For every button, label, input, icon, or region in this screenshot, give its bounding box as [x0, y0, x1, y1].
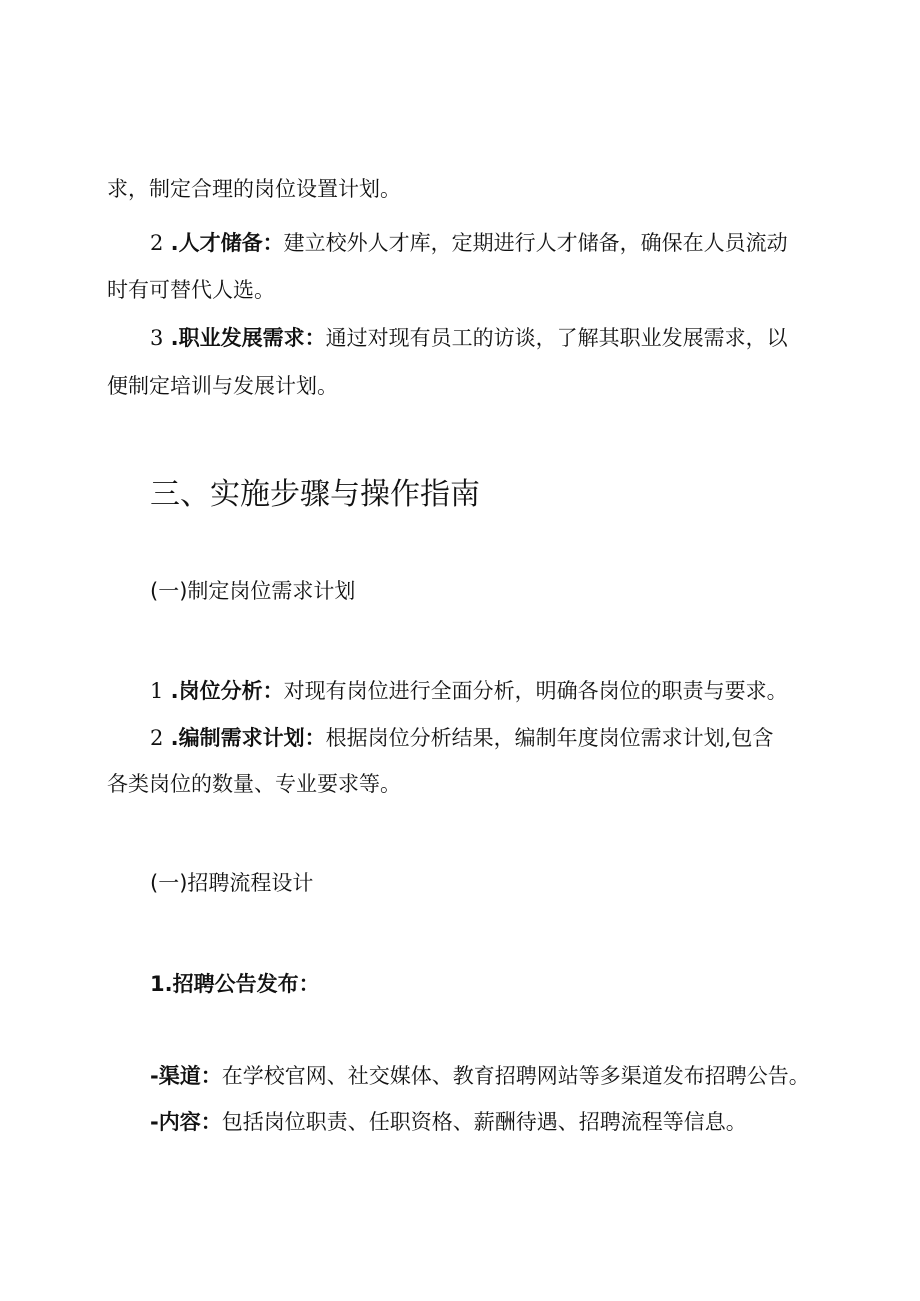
- paragraph-continuation: [0, 175, 920, 203]
- subsection-heading: [0, 869, 920, 897]
- section-title: 三、实施步骤与操作指南: [150, 477, 480, 512]
- list-text-cont: 时有可替代人选。: [107, 278, 275, 302]
- list-item-continuation: [0, 770, 920, 798]
- list-item-recruitment-notice: [0, 970, 920, 998]
- section-heading: [0, 475, 920, 515]
- list-text: 根据岗位分析结果，编制年度岗位需求计划,包含: [325, 726, 774, 750]
- subsection-title: (一)制定岗位需求计划: [150, 579, 356, 603]
- bullet-term: -内容：: [150, 1110, 222, 1134]
- list-item-career-needs: [0, 324, 920, 352]
- bullet-content: [0, 1108, 920, 1136]
- list-text: 通过对现有员工的访谈，了解其职业发展需求，以: [325, 326, 788, 350]
- list-term: 1.招聘公告发布：: [150, 972, 320, 996]
- bullet-term: -渠道：: [150, 1064, 222, 1088]
- list-text-cont: 便制定培训与发展计划。: [107, 374, 338, 398]
- paragraph-text: 求，制定合理的岗位设置计划。: [107, 177, 401, 201]
- list-text: 建立校外人才库，定期进行人才储备，确保在人员流动: [283, 231, 788, 255]
- bullet-text: 在学校官网、社交媒体、教育招聘网站等多渠道发布招聘公告。: [221, 1064, 810, 1088]
- list-number: 1: [150, 679, 164, 703]
- subsection-heading: [0, 577, 920, 605]
- list-item-talent-reserve: [0, 229, 920, 257]
- list-number: 2: [150, 726, 164, 750]
- subsection-title: (一)招聘流程设计: [150, 871, 314, 895]
- list-number: 3: [150, 326, 164, 350]
- list-item-continuation: [0, 372, 920, 400]
- list-item-job-analysis: [0, 677, 920, 705]
- list-term: .人才储备：: [163, 231, 284, 255]
- bullet-channel: [0, 1062, 920, 1090]
- bullet-text: 包括岗位职责、任职资格、薪酬待遇、招聘流程等信息。: [221, 1110, 747, 1134]
- list-item-demand-plan: [0, 724, 920, 752]
- list-term: .职业发展需求：: [163, 326, 326, 350]
- list-term: .编制需求计划：: [163, 726, 326, 750]
- list-item-continuation: [0, 276, 920, 304]
- list-term: .岗位分析：: [163, 679, 284, 703]
- list-text: 对现有岗位进行全面分析，明确各岗位的职责与要求。: [283, 679, 788, 703]
- list-text-cont: 各类岗位的数量、专业要求等。: [107, 772, 401, 796]
- list-number: 2: [150, 231, 164, 255]
